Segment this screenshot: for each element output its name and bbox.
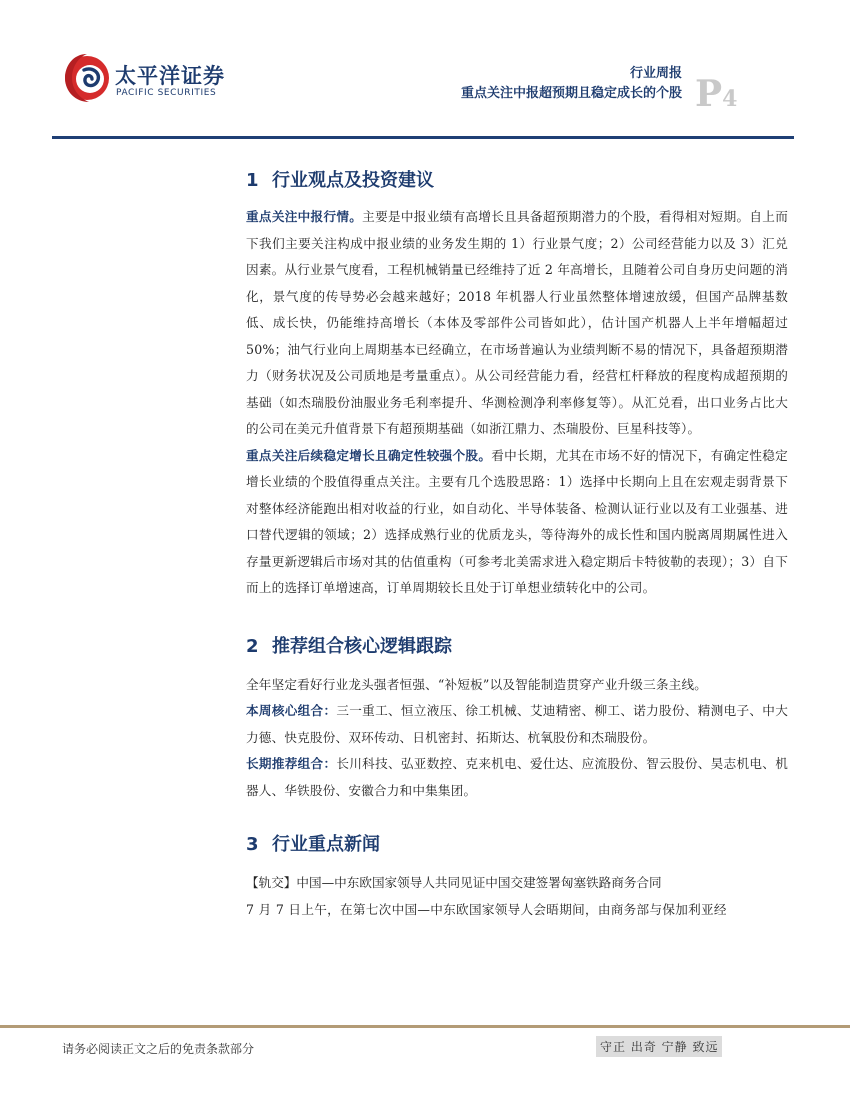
news-tag: 【轨交】 — [246, 875, 297, 890]
footer-disclaimer: 请务必阅读正文之后的免责条款部分 — [62, 1042, 255, 1056]
section-title: 推荐组合核心逻辑跟踪 — [272, 635, 452, 657]
paragraph-text: 看中长期，尤其在市场不好的情况下，有确定性稳定增长业绩的个股值得重点关注。主要有几个选股思路：1）选择中长期向上且在宏观走弱背景下对整体经济能跑出相对收益的行业，如自动化、半导体装备、检测认证行业以及有工业强基、进口替代逻辑的领域；2）选择成熟行业的优质龙头，等待海外的成长性和国内脱离周期属性进入存量更新逻辑后市场对其的估值重构（可参考北美需求进入稳定期后卡特彼勒的表现）；3）自下而上的选择订单增速高，订单周期较长且处于订单想业绩转化中的公司。 — [246, 447, 788, 595]
footer-motto: 守正 出奇 宁静 致远 — [596, 1036, 722, 1057]
paragraph-text: 主要是中报业绩有高增长且具备超预期潜力的个股，看得相对短期。自上而下我们主要关注构成中报业绩的业务发生期的 1）行业景气度；2）公司经营能力以及 3）汇兑因素。从行业景气度看，工程机械销量已经维持了近 2 年高增长，且随着公司自身历史问题的消化，景气度的传导势必会越来越好；2018 年机器人行业虽然整体增速放缓，但国产品牌基数低、成长快，仍能维持高增长（本体及零部件公司皆如此），估计国产机器人上半年增幅超过 50%；油气行业向上周期基本已经确立，在市场普遍认为业绩判断不易的情况下，具备超预期潜力（财务状况及公司质地是考量重点）。从公司经营能力看，经营杠杆释放的程度构成超预期的基础（如杰瑞股份油服业务毛利率提升、华测检测净利率修复等）。从汇兑看，出口业务占比大的公司在美元升值背景下有超预期基础（如浙江鼎力、杰瑞股份、巨星科技等）。 — [246, 209, 788, 436]
paragraph — [246, 204, 788, 443]
report-body — [246, 168, 788, 923]
paragraph — [246, 698, 788, 751]
section-title: 行业观点及投资建议 — [272, 170, 434, 191]
footer-divider — [0, 1025, 850, 1028]
paragraph-text: 三一重工、恒立液压、徐工机械、艾迪精密、柳工、诺力股份、精测电子、中大力德、快克股份、双环传动、日机密封、拓斯达、杭氧股份和杰瑞股份。 — [246, 703, 789, 745]
paragraph — [246, 751, 788, 804]
paragraph-lead: 长期推荐组合： — [246, 756, 337, 771]
section-title: 行业重点新闻 — [272, 834, 380, 855]
section-number: 1 — [246, 170, 259, 191]
page-number — [695, 73, 738, 115]
section-number: 3 — [246, 834, 259, 855]
logo-chinese-name: 太平洋证券 — [115, 64, 225, 88]
news-body: 7 月 7 日上午，在第七次中国—中东欧国家领导人会晤期间，由商务部与保加利亚经 — [246, 901, 727, 917]
paragraph-lead: 本周核心组合： — [246, 703, 337, 718]
section-number: 2 — [246, 635, 259, 657]
logo-english-name: PACIFIC SECURITIES — [116, 88, 217, 98]
page-number-digit: 4 — [722, 86, 738, 112]
paragraph-text: 长川科技、弘亚数控、克来机电、爱仕达、应流股份、智云股份、昊志机电、机器人、华铁股份、安徽合力和中集集团。 — [246, 756, 789, 798]
section-heading-2 — [246, 634, 788, 660]
section-heading-3 — [246, 832, 788, 858]
paragraph — [246, 443, 788, 602]
report-title: 重点关注中报超预期且稳定成长的个股 — [460, 86, 682, 101]
paragraph-lead: 重点关注后续稳定增长且确定性较强个股。 — [246, 447, 492, 463]
pacific-securities-logo-icon — [62, 48, 112, 106]
company-logo — [62, 48, 252, 110]
header-divider — [52, 136, 794, 139]
report-type: 行业周报 — [629, 66, 682, 81]
news-headline-text: 中国—中东欧国家领导人共同见证中国交建签署匈塞铁路商务合同 — [296, 875, 662, 890]
section-intro: 全年坚定看好行业龙头强者恒强、“补短板”以及智能制造贯穿产业升级三条主线。 — [246, 676, 708, 692]
news-headline — [246, 870, 788, 897]
section-heading-1 — [246, 168, 788, 194]
page-letter: P — [695, 73, 723, 115]
paragraph-lead: 重点关注中报行情。 — [246, 209, 363, 224]
